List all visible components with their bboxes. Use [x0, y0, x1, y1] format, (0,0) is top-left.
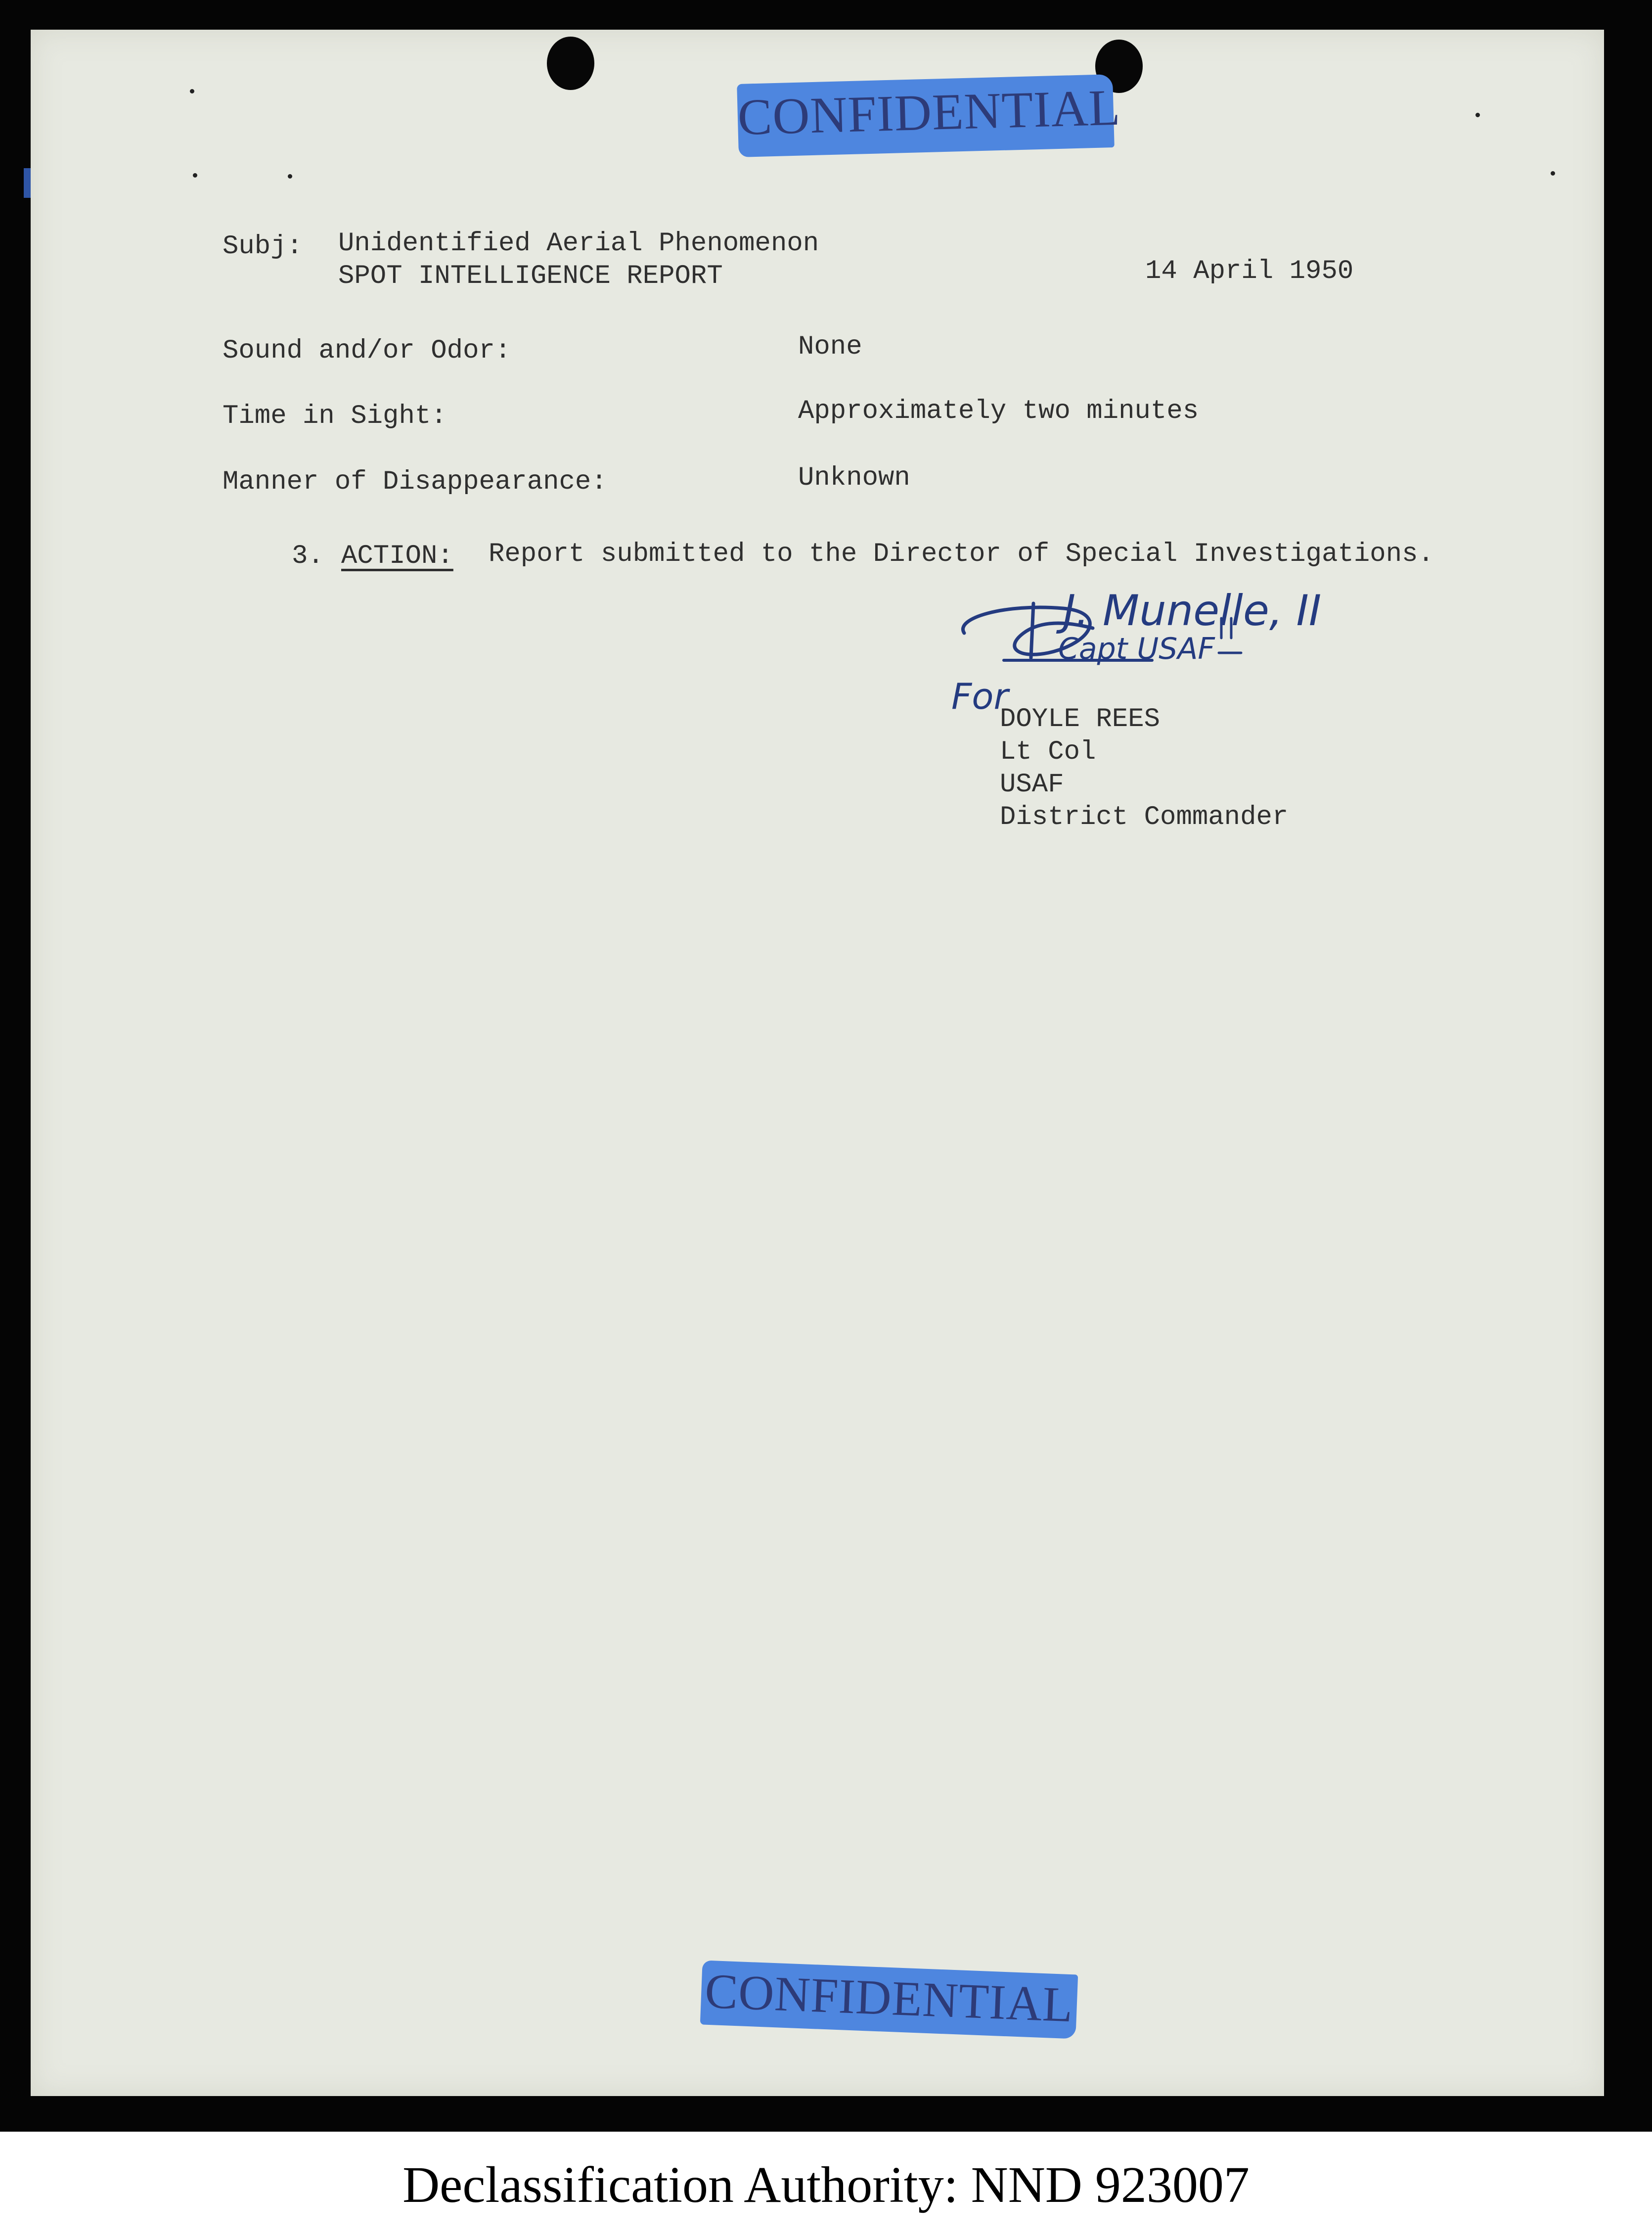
field-label-disappearance: Manner of Disappearance:: [223, 467, 607, 497]
field-value-disappearance: Unknown: [798, 463, 910, 493]
speck-mark: [193, 173, 197, 178]
speck-mark: [288, 174, 292, 179]
signature-block-service: USAF: [1000, 770, 1064, 800]
field-label-sound: Sound and/or Odor:: [223, 336, 511, 366]
action-label: ACTION:: [341, 541, 453, 571]
confidential-stamp-bottom: CONFIDENTIAL: [700, 1960, 1078, 2039]
handwritten-for: For: [951, 676, 1009, 717]
signature-block-name: DOYLE REES: [1000, 704, 1161, 734]
subj-line-1: Unidentified Aerial Phenomenon: [338, 228, 819, 259]
action-text: Report submitted to the Director of Special Investigations.: [489, 539, 1434, 569]
speck-mark: [1551, 171, 1555, 176]
field-value-time: Approximately two minutes: [798, 396, 1199, 426]
field-value-sound: None: [798, 332, 862, 362]
signature-block-rank: Lt Col: [1000, 737, 1096, 767]
subj-label: Subj:: [223, 231, 303, 262]
declassification-authority: Declassification Authority: NND 923007: [402, 2156, 1250, 2213]
subj-line-2: SPOT INTELLIGENCE REPORT: [338, 261, 723, 291]
confidential-stamp-top: CONFIDENTIAL: [737, 74, 1115, 157]
report-date: 14 April 1950: [1145, 256, 1354, 286]
speck-mark: [190, 89, 194, 93]
handwritten-signature-name: J. Munelle, II: [1063, 586, 1322, 636]
action-number: 3.: [292, 541, 324, 571]
punch-hole-left: [547, 37, 594, 90]
field-label-time: Time in Sight:: [223, 401, 447, 431]
blue-tab-mark: [24, 168, 31, 198]
signature-block-title: District Commander: [1000, 802, 1289, 832]
speck-mark: [1475, 113, 1480, 117]
handwritten-signature-rank: Capt USAF: [1058, 632, 1215, 666]
